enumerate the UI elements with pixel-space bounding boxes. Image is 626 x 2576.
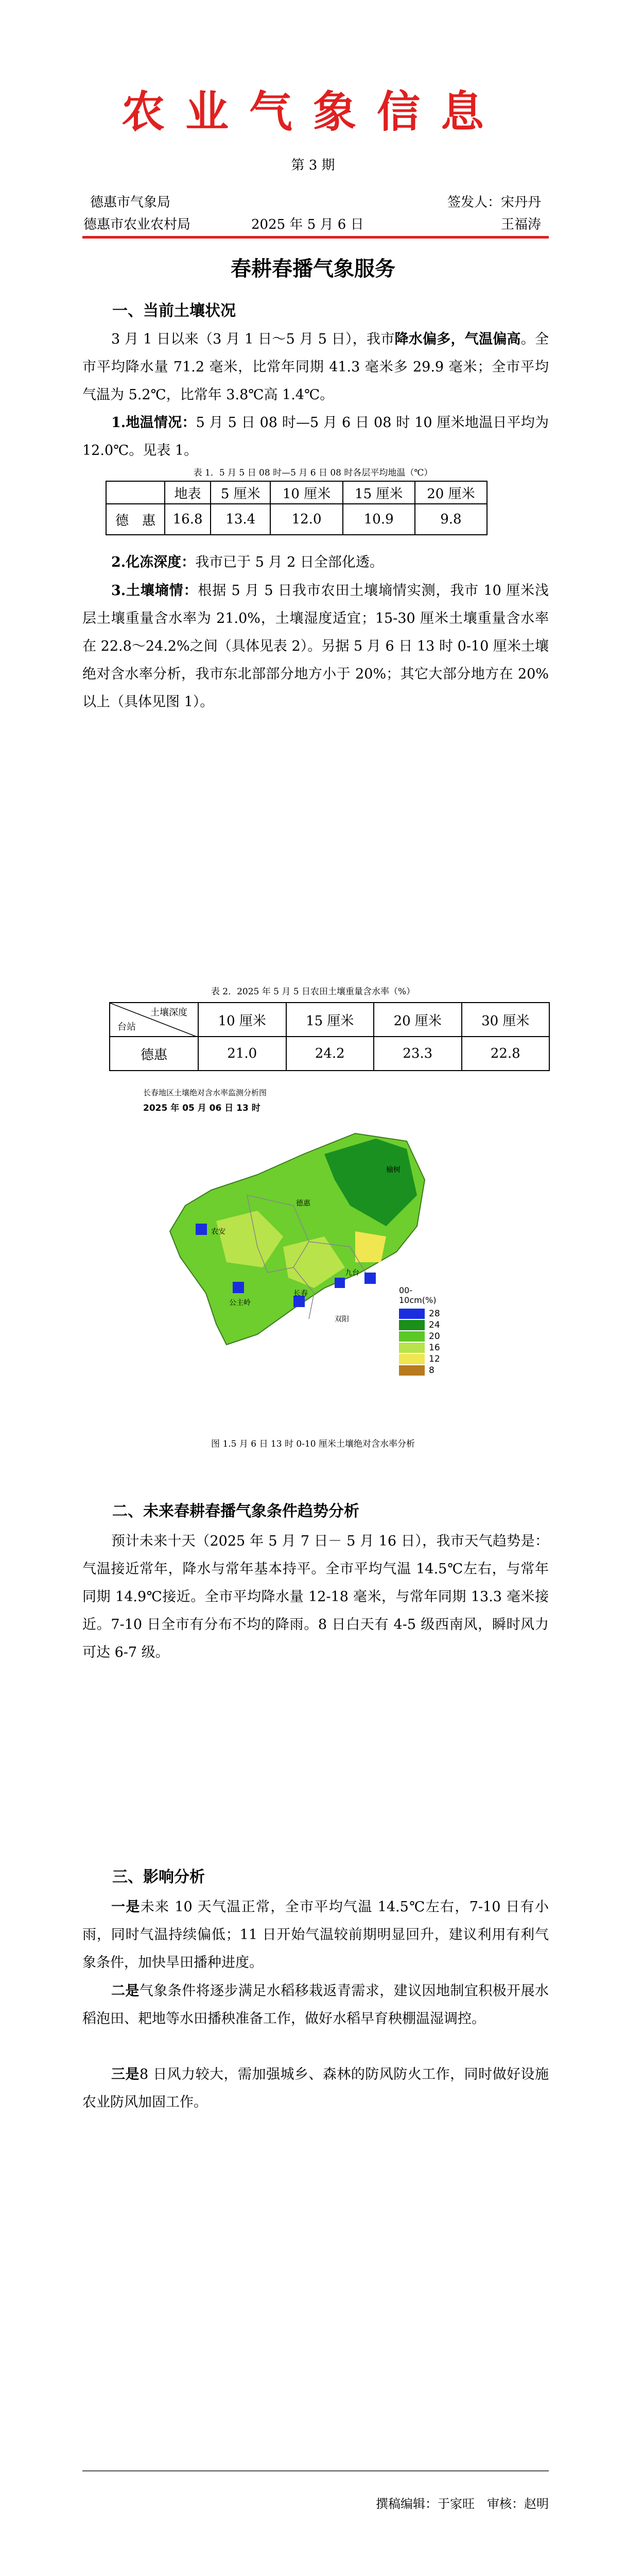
map-place-label: 双阳 (335, 1315, 349, 1324)
map-place-label: 德惠 (296, 1199, 310, 1208)
map-place-label: 长春 (293, 1290, 308, 1298)
document-title: 春耕春播气象服务 (231, 257, 395, 281)
table-1-header: 15 厘米 (343, 481, 415, 504)
legend-label: 12 (429, 1354, 440, 1364)
para-lead: 2.化冻深度： (111, 554, 196, 570)
table-1-caption: 表 1．5 月 5 日 08 时—5 月 6 日 08 时各层平均地温（℃） (193, 468, 433, 478)
table-1-header (106, 481, 165, 504)
table-2-cell: 22.8 (462, 1037, 550, 1071)
para-lead: 3.土壤墒情： (111, 583, 198, 599)
legend-label: 24 (429, 1320, 440, 1330)
table-1-header: 地表 (165, 481, 211, 504)
legend-swatch (399, 1354, 425, 1364)
section-3-title: 三、影响分析 (112, 1868, 205, 1886)
legend-label: 8 (429, 1365, 434, 1376)
section-3-para-2 (82, 1977, 549, 2033)
table-1-cell: 12.0 (270, 504, 342, 535)
table-1-cell: 德 惠 (106, 504, 165, 535)
table-2-header: 10 厘米 (198, 1003, 286, 1037)
para-text: 5 月 5 日 08 时—5 月 6 日 08 时 10 厘米地温日平均为 12.0℃。见表 1。 (82, 415, 549, 459)
soil-moisture-map (139, 1087, 448, 1376)
legend-swatch (399, 1309, 425, 1319)
masthead-title: 农业气象信息 (121, 87, 505, 137)
para-text: 我市已于 5 月 2 日全部化透。 (195, 554, 384, 570)
table-2-corner (110, 1003, 198, 1037)
section-1-title: 一、当前土壤状况 (112, 302, 236, 320)
table-2-header: 15 厘米 (286, 1003, 374, 1037)
map-caption: 图 1.5 月 6 日 13 时 0-10 厘米土壤绝对含水率分析 (211, 1439, 415, 1449)
legend-label: 16 (429, 1343, 440, 1353)
legend-title: 00-10cm(%) (399, 1285, 437, 1305)
signer: 签发人：宋丹丹 (447, 195, 541, 210)
section-1-para-4 (82, 577, 549, 716)
table-2 (109, 1002, 550, 1071)
legend-item (399, 1331, 448, 1342)
para-text: 8 日风力较大，需加强城乡、森林的防风防火工作，同时做好设施农业防风加固工作。 (82, 2066, 549, 2110)
map-place-label: 公主岭 (229, 1299, 251, 1307)
footer-credits: 撰稿编辑：于家旺 审核：赵明 (376, 2497, 549, 2511)
map-place-label: 九台 (345, 1269, 359, 1277)
para-text: 根据 5 月 5 日我市农田土壤墒情实测，我市 10 厘米浅层土壤重量含水率为 21.0%，土壤湿度适宜；15-30 厘米土壤重量含水率在 22.8～24.2%之间（具体见表 2）。另据 5 月 6 日 13 时 0-10 厘米土壤绝对含水率分析，我市东北部部分地方小于 20%；其它大部分地方在 20%以上（具体见图 1）。 (82, 583, 549, 710)
section-3-para-1 (82, 1893, 549, 1977)
legend-item (399, 1319, 448, 1331)
issue-number: 第 3 期 (291, 158, 335, 173)
table-2-cell: 21.0 (198, 1037, 286, 1071)
issue-date: 2025 年 5 月 6 日 (251, 217, 364, 232)
legend-item (399, 1353, 448, 1365)
legend-swatch (399, 1331, 425, 1342)
corner-bottom-label: 台站 (117, 1022, 136, 1032)
section-2-para-1: 预计未来十天（2025 年 5 月 7 日－ 5 月 16 日），我市天气趋势是：气温接近常年，降水与常年基本持平。全市平均气温 14.5℃左右，与常年同期 14.9℃接近。全市平均降水量 12-18 毫米，与常年同期 13.3 毫米接近。7-10 日全市有分布不均的降雨。8 日白天有 4-5 级西南风，瞬时风力可达 6-7 级。 (82, 1533, 549, 1660)
legend-swatch (399, 1320, 425, 1330)
table-1 (106, 481, 488, 535)
corner-top-label: 土壤深度 (150, 1007, 187, 1018)
legend-item (399, 1308, 448, 1319)
para-lead: 三是 (111, 2066, 140, 2082)
table-2-header: 20 厘米 (374, 1003, 462, 1037)
para-text: 。全市平均降水量 71.2 毫米，比常年同期 41.3 毫米多 29.9 毫米；全市平均气温为 5.2℃，比常年 3.8℃高 1.4℃。 (82, 331, 549, 403)
table-1-header: 10 厘米 (270, 481, 342, 504)
section-2-title: 二、未来春耕春播气象条件趋势分析 (112, 1502, 359, 1520)
table-1-cell: 9.8 (415, 504, 487, 535)
signer-2: 王福涛 (500, 217, 541, 232)
para-text: 3 月 1 日以来（3 月 1 日～5 月 5 日），我市 (111, 331, 395, 347)
org-agri-bureau: 德惠市农业农村局 (83, 217, 191, 232)
table-2-header: 30 厘米 (462, 1003, 550, 1037)
table-1-cell: 10.9 (343, 504, 415, 535)
table-2-cell: 德惠 (110, 1037, 198, 1071)
para-text: 气象条件将逐步满足水稻移栽返青需求，建议因地制宜积极开展水稻泡田、耙地等水田播秧准备工作，做好水稻早育秧棚温湿调控。 (82, 1983, 549, 2027)
table-1-cell: 13.4 (211, 504, 270, 535)
legend-label: 28 (429, 1309, 440, 1319)
table-2-cell: 24.2 (286, 1037, 374, 1071)
map-time: 2025 年 05 月 06 日 13 时 (143, 1103, 260, 1113)
section-1-para-2 (82, 409, 549, 465)
para-text: 未来 10 天气温正常，全市平均气温 14.5℃左右，7-10 日有小雨，同时气温持续偏低；11 日开始气温较前期明显回升，建议利用有利气象条件，加快旱田播种进度。 (82, 1899, 549, 1971)
map-place-label: 农安 (211, 1228, 225, 1236)
table-1-header: 5 厘米 (211, 481, 270, 504)
org-weather-bureau: 德惠市气象局 (90, 195, 171, 210)
legend-item (399, 1365, 448, 1376)
table-1-header: 20 厘米 (415, 481, 487, 504)
para-lead: 1.地温情况： (111, 415, 196, 431)
map-title: 长春地区土壤绝对含水率监测分析图 (143, 1088, 267, 1097)
legend-swatch (399, 1365, 425, 1376)
para-lead: 二是 (111, 1983, 140, 1999)
table-2-caption: 表 2．2025 年 5 月 5 日农田土壤重量含水率（%） (211, 987, 415, 997)
legend-swatch (399, 1343, 425, 1353)
section-3-para-3 (82, 2061, 549, 2116)
section-1-para-1 (82, 326, 549, 409)
para-lead: 一是 (111, 1899, 141, 1915)
section-1-para-3 (82, 549, 549, 577)
legend-item (399, 1342, 448, 1353)
para-emphasis: 降水偏多，气温偏高 (394, 331, 521, 347)
footer-divider (82, 2470, 549, 2471)
red-divider (82, 236, 549, 239)
table-1-cell: 16.8 (165, 504, 211, 535)
map-place-label: 榆树 (386, 1166, 401, 1174)
legend-label: 20 (429, 1331, 440, 1342)
map-legend (399, 1285, 448, 1376)
table-2-cell: 23.3 (374, 1037, 462, 1071)
